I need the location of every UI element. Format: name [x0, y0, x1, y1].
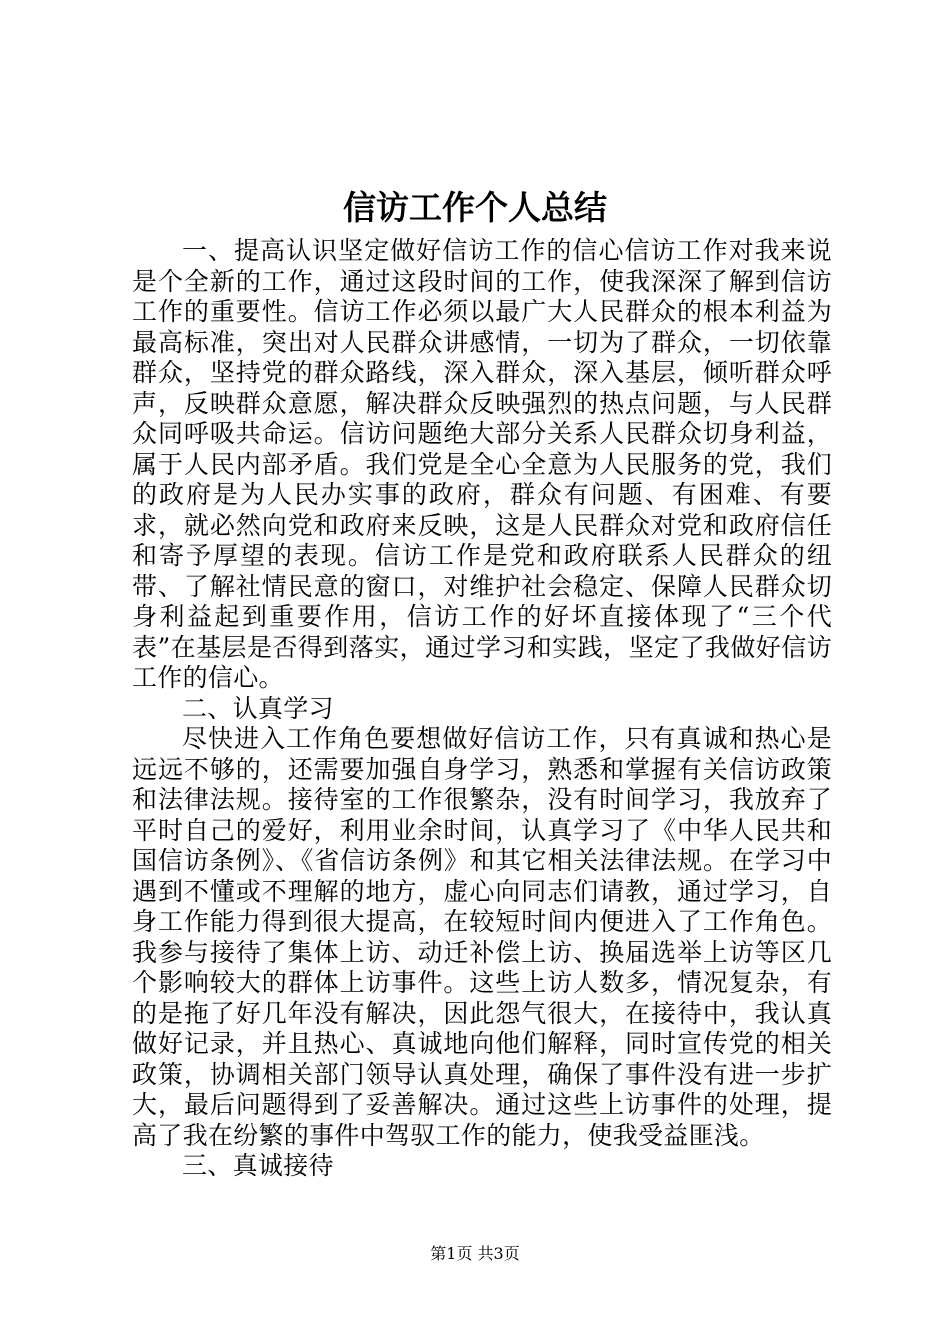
- paragraph-section-two: 尽快进入工作角色要想做好信访工作，只有真诚和热心是远远不够的，还需要加强自身学习，熟悉和掌握有关信访政策和法律法规。接待室的工作很繁杂，没有时间学习，我放弃了平时自己的爱好，利用业余时间，认真学习了《中华人民共和国信访条例》、《省信访条例》和其它相关法律法规。在学习中遇到不懂或不理解的地方，虚心向同志们请教，通过学习，自身工作能力得到很大提高，在较短时间内便进入了工作角色。我参与接待了集体上访、动迁补偿上访、换届选举上访等区几个影响较大的群体上访事件。这些上访人数多，情况复杂，有的是拖了好几年没有解决，因此怨气很大，在接待中，我认真做好记录，并且热心、真诚地向他们解释，同时宣传党的相关政策，协调相关部门领导认真处理，确保了事件没有进一步扩大，最后问题得到了妥善解决。通过这些上访事件的处理，提高了我在纷繁的事件中驾驭工作的能力，使我受益匪浅。: [132, 724, 832, 1150]
- heading-section-three: 三、真诚接待: [182, 1151, 334, 1180]
- document-body: [132, 236, 832, 1182]
- paragraph-section-one: 一、提高认识坚定做好信访工作的信心信访工作对我来说是个全新的工作，通过这段时间的工作，使我深深了解到信访工作的重要性。信访工作必须以最广大人民群众的根本利益为最高标准，突出对人民群众讲感情，一切为了群众，一切依靠群众，坚持党的群众路线，深入群众，深入基层，倾听群众呼声，反映群众意愿，解决群众反映强烈的热点问题，与人民群众同呼吸共命运。信访问题绝大部分关系人民群众切身利益，属于人民内部矛盾。我们党是全心全意为人民服务的党，我们的政府是为人民办实事的政府，群众有问题、有困难、有要求，就必然向党和政府来反映，这是人民群众对党和政府信任和寄予厚望的表现。信访工作是党和政府联系人民群众的纽带、了解社情民意的窗口，对维护社会稳定、保障人民群众切身利益起到重要作用，信访工作的好坏直接体现了“三个代表”在基层是否得到落实，通过学习和实践，坚定了我做好信访工作的信心。: [132, 236, 832, 692]
- heading-section-two: 二、认真学习: [182, 693, 334, 723]
- document-title: 信访工作个人总结: [343, 188, 607, 227]
- page-footer: 第1页 共3页: [430, 1244, 520, 1263]
